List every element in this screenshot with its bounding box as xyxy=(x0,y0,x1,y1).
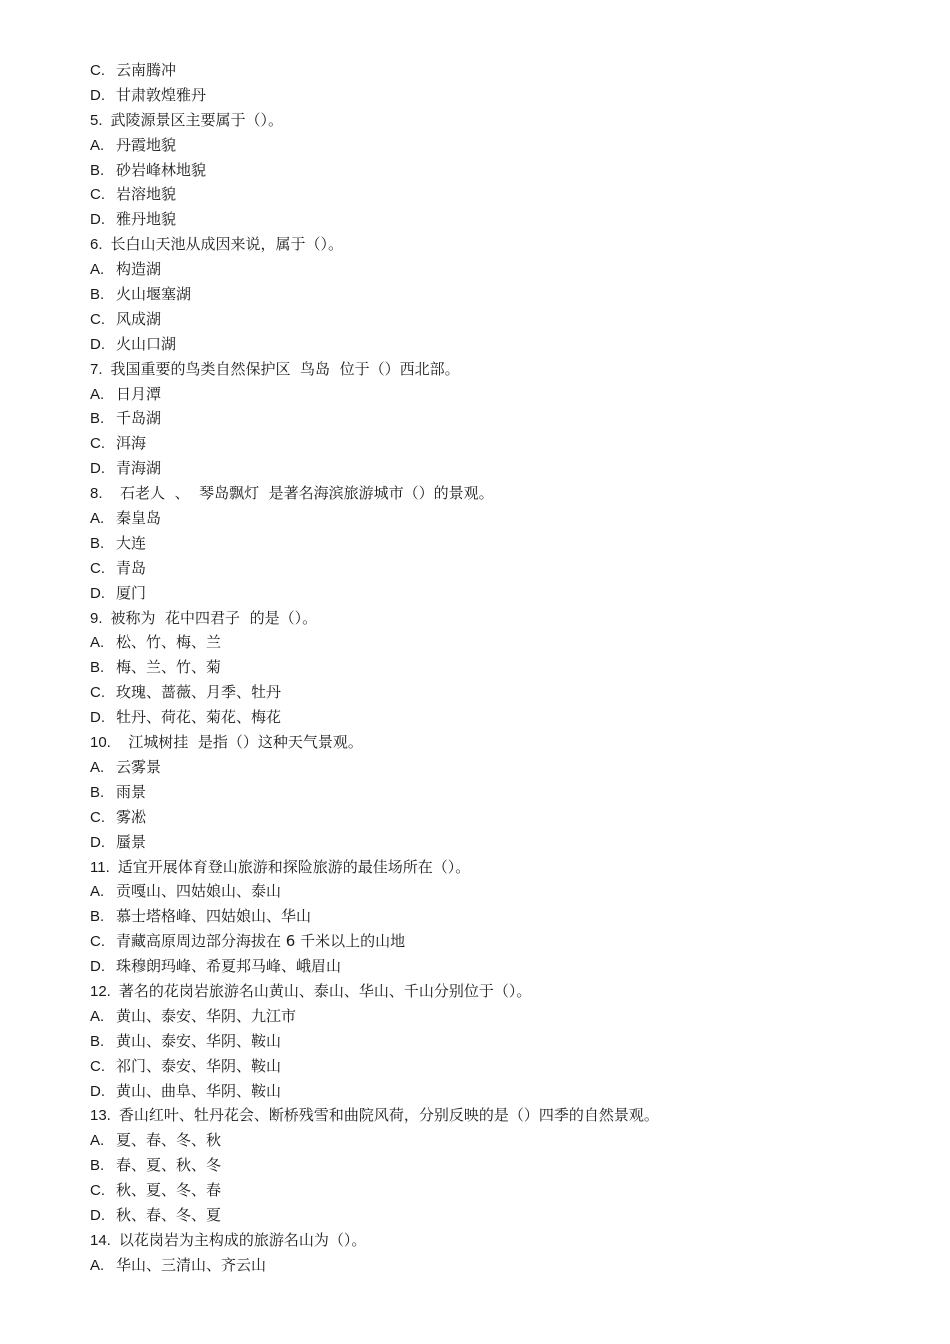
option-letter: D. xyxy=(90,1206,105,1224)
answer-option xyxy=(90,805,870,830)
option-text: 青海湖 xyxy=(116,459,162,478)
question-stem xyxy=(90,108,870,133)
question-stem xyxy=(90,357,870,382)
answer-option xyxy=(90,83,870,108)
answer-option xyxy=(90,158,870,183)
option-letter: B. xyxy=(90,1032,105,1050)
option-text: 构造湖 xyxy=(116,260,162,279)
option-text: 火山堰塞湖 xyxy=(116,285,192,304)
document-body xyxy=(90,58,870,1278)
question-stem xyxy=(90,855,870,880)
answer-option xyxy=(90,581,870,606)
option-letter: A. xyxy=(90,634,105,652)
question-text: 武陵源景区主要属于（）。 xyxy=(110,110,284,129)
answer-option xyxy=(90,879,870,904)
question-stem xyxy=(90,481,870,506)
answer-option xyxy=(90,630,870,655)
answer-option xyxy=(90,456,870,481)
option-letter: C. xyxy=(90,62,105,79)
question-number: 8. xyxy=(90,485,103,503)
answer-option xyxy=(90,406,870,431)
question-text: 江城树挂 是指（）这种天气景观。 xyxy=(118,733,363,752)
question-text: 以花岗岩为主构成的旅游名山为（）。 xyxy=(118,1230,367,1249)
option-letter: C. xyxy=(90,684,105,702)
option-text: 祁门、泰安、华阴、鞍山 xyxy=(116,1056,282,1075)
question-number: 14. xyxy=(90,1231,111,1249)
question-number: 11. xyxy=(90,858,110,876)
question-stem xyxy=(90,232,870,257)
answer-option xyxy=(90,904,870,929)
option-text: 玫瑰、蔷薇、月季、牡丹 xyxy=(116,683,282,702)
option-letter: C. xyxy=(90,435,105,453)
option-letter: A. xyxy=(90,136,105,154)
option-text: 云雾景 xyxy=(116,757,162,776)
answer-option xyxy=(90,1029,870,1054)
option-text: 青藏高原周边部分海拔在 6 千米以上的山地 xyxy=(116,932,406,951)
answer-option xyxy=(90,506,870,531)
option-text: 风成湖 xyxy=(116,309,162,328)
option-letter: B. xyxy=(90,286,105,304)
answer-option xyxy=(90,1004,870,1029)
option-letter: A. xyxy=(90,261,105,279)
option-text: 蜃景 xyxy=(116,832,147,851)
answer-option xyxy=(90,531,870,556)
option-letter: A. xyxy=(90,385,105,403)
question-text: 香山红叶、牡丹花会、断桥残雪和曲院风荷，分别反映的是（）四季的自然景观。 xyxy=(118,1106,659,1125)
option-letter: B. xyxy=(90,1157,105,1175)
option-letter: C. xyxy=(90,933,105,951)
question-stem xyxy=(90,1228,870,1253)
option-text: 黄山、泰安、华阴、九江市 xyxy=(116,1006,297,1025)
option-text: 洱海 xyxy=(116,434,147,453)
question-number: 9. xyxy=(90,609,103,627)
answer-option xyxy=(90,755,870,780)
option-letter: A. xyxy=(90,1007,105,1025)
answer-option xyxy=(90,282,870,307)
answer-option xyxy=(90,332,870,357)
option-letter: D. xyxy=(90,460,105,478)
answer-option xyxy=(90,1178,870,1203)
question-stem xyxy=(90,730,870,755)
question-text: 适宜开展体育登山旅游和探险旅游的最佳场所在（）。 xyxy=(117,857,471,876)
option-letter: C. xyxy=(90,559,105,577)
question-text: 长白山天池从成因来说，属于（）。 xyxy=(110,235,344,254)
question-number: 6. xyxy=(90,236,103,254)
option-text: 丹霞地貌 xyxy=(116,135,177,154)
option-text: 牡丹、荷花、菊花、梅花 xyxy=(116,708,282,727)
option-letter: D. xyxy=(90,833,105,851)
option-letter: A. xyxy=(90,883,105,901)
answer-option xyxy=(90,382,870,407)
option-text: 大连 xyxy=(116,533,147,552)
question-stem xyxy=(90,1103,870,1128)
question-number: 7. xyxy=(90,360,103,378)
option-letter: D. xyxy=(90,958,105,976)
answer-option xyxy=(90,929,870,954)
option-text: 黄山、泰安、华阴、鞍山 xyxy=(116,1031,282,1050)
option-letter: D. xyxy=(90,211,105,229)
question-text: 石老人 、 琴岛飘灯 是著名海滨旅游城市（）的景观。 xyxy=(110,484,494,503)
answer-option xyxy=(90,431,870,456)
option-letter: C. xyxy=(90,1182,105,1200)
option-letter: B. xyxy=(90,161,105,179)
question-number: 5. xyxy=(90,111,103,129)
option-text: 岩溶地貌 xyxy=(116,185,177,204)
option-letter: B. xyxy=(90,659,105,677)
option-text: 青岛 xyxy=(116,558,147,577)
option-text: 砂岩峰林地貌 xyxy=(116,160,207,179)
answer-option xyxy=(90,1128,870,1153)
option-text: 秋、夏、冬、春 xyxy=(116,1181,222,1200)
option-letter: A. xyxy=(90,510,105,528)
answer-option xyxy=(90,1079,870,1104)
option-text: 珠穆朗玛峰、希夏邦马峰、峨眉山 xyxy=(116,957,342,976)
option-text: 黄山、曲阜、华阴、鞍山 xyxy=(116,1081,282,1100)
answer-option xyxy=(90,257,870,282)
question-stem xyxy=(90,606,870,631)
answer-option xyxy=(90,780,870,805)
answer-option xyxy=(90,1203,870,1228)
option-text: 春、夏、秋、冬 xyxy=(116,1156,222,1175)
option-text: 甘肃敦煌雅丹 xyxy=(116,85,207,104)
option-letter: A. xyxy=(90,758,105,776)
answer-option xyxy=(90,1153,870,1178)
option-text: 厦门 xyxy=(116,583,147,602)
question-text: 我国重要的鸟类自然保护区 鸟岛 位于（）西北部。 xyxy=(110,359,460,378)
answer-option xyxy=(90,830,870,855)
question-text: 被称为 花中四君子 的是（）。 xyxy=(110,608,318,627)
option-letter: D. xyxy=(90,584,105,602)
option-letter: B. xyxy=(90,534,105,552)
option-letter: C. xyxy=(90,808,105,826)
option-text: 日月潭 xyxy=(116,384,162,403)
option-text: 秦皇岛 xyxy=(116,509,162,528)
option-text: 慕士塔格峰、四姑娘山、华山 xyxy=(116,907,312,926)
answer-option xyxy=(90,655,870,680)
option-letter: D. xyxy=(90,335,105,353)
option-text: 雅丹地貌 xyxy=(116,210,177,229)
answer-option xyxy=(90,307,870,332)
option-letter: D. xyxy=(90,709,105,727)
option-letter: B. xyxy=(90,908,105,926)
answer-option xyxy=(90,58,870,83)
option-text: 松、竹、梅、兰 xyxy=(116,633,222,652)
option-letter: B. xyxy=(90,783,105,801)
option-letter: B. xyxy=(90,410,105,428)
answer-option xyxy=(90,133,870,158)
option-text: 雾凇 xyxy=(116,807,147,826)
option-letter: D. xyxy=(90,1082,105,1100)
answer-option xyxy=(90,1054,870,1079)
answer-option xyxy=(90,182,870,207)
option-text: 夏、春、冬、秋 xyxy=(116,1131,222,1150)
question-number: 12. xyxy=(90,982,111,1000)
option-text: 梅、兰、竹、菊 xyxy=(116,658,222,677)
option-text: 雨景 xyxy=(116,782,147,801)
option-letter: A. xyxy=(90,1132,105,1150)
answer-option xyxy=(90,954,870,979)
option-text: 华山、三清山、齐云山 xyxy=(116,1255,267,1274)
question-number: 13. xyxy=(90,1107,111,1125)
option-letter: C. xyxy=(90,186,105,204)
option-letter: C. xyxy=(90,310,105,328)
option-text: 云南腾冲 xyxy=(116,61,177,79)
question-number: 10. xyxy=(90,734,111,752)
question-text: 著名的花岗岩旅游名山黄山、泰山、华山、千山分别位于（）。 xyxy=(118,981,532,1000)
answer-option xyxy=(90,680,870,705)
option-letter: A. xyxy=(90,1256,105,1274)
option-text: 火山口湖 xyxy=(116,334,177,353)
option-text: 千岛湖 xyxy=(116,409,162,428)
answer-option xyxy=(90,207,870,232)
answer-option xyxy=(90,1253,870,1278)
option-text: 秋、春、冬、夏 xyxy=(116,1205,222,1224)
option-letter: D. xyxy=(90,86,105,104)
answer-option xyxy=(90,705,870,730)
option-text: 贡嘎山、四姑娘山、泰山 xyxy=(116,882,282,901)
answer-option xyxy=(90,556,870,581)
question-stem xyxy=(90,979,870,1004)
option-letter: C. xyxy=(90,1057,105,1075)
